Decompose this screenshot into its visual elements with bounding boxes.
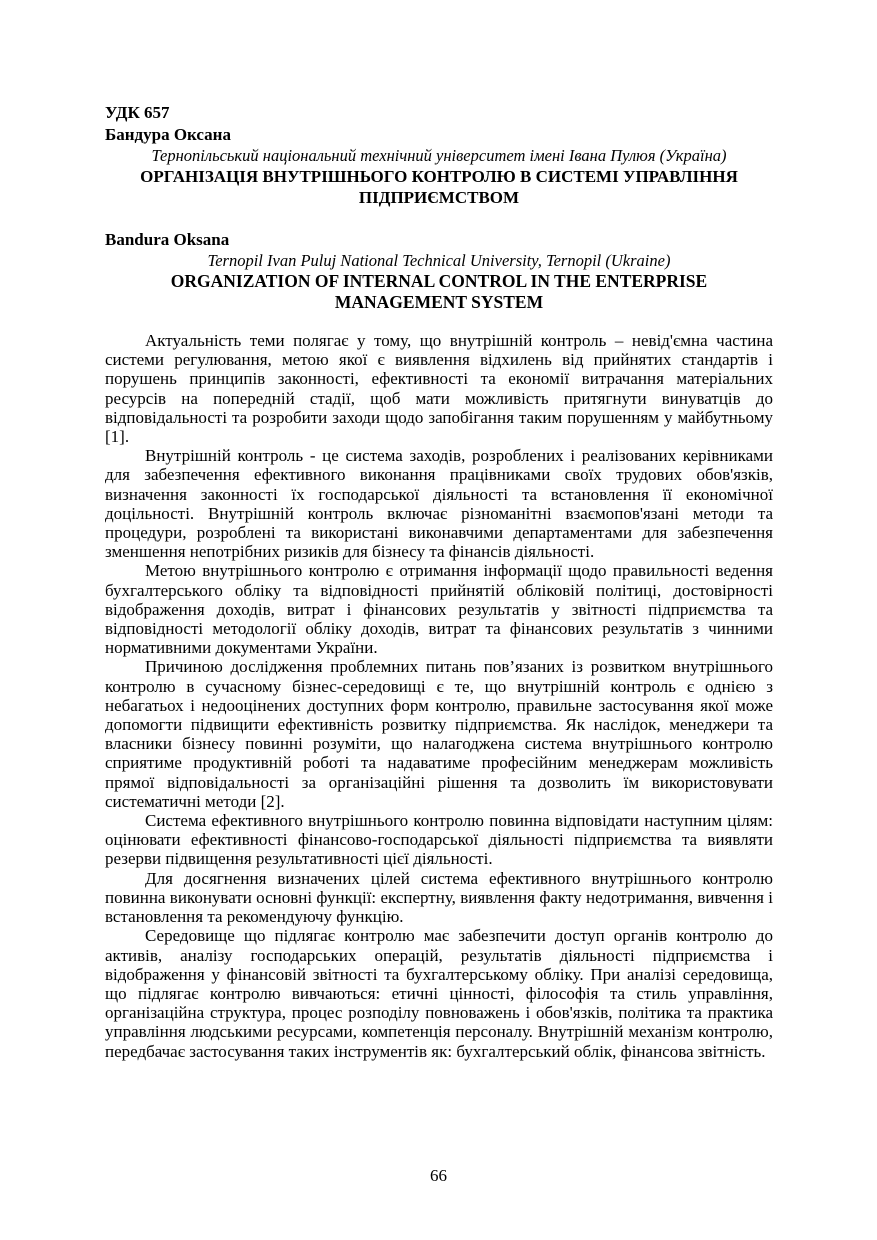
spacer [105,208,773,229]
title-en-line1: ORGANIZATION OF INTERNAL CONTROL IN THE ENTERPRISE [170,271,708,291]
paragraph-definition: Внутрішній контроль - це система заходів, розроблених і реалізованих керівниками для забезпечення ефективного виконання працівниками своїх трудових обов'язків, визначення законності їх господарської діяльності та встановлення її економічної доцільності. Внутрішній контроль включає різноманітні взаємопов'язані методи та процедури, розроблені та використані виконавчими департаментами для забезпечення зменшення непотрібних ризиків для бізнесу та фінансів діяльності. [105,446,773,562]
udc-code: УДК 657 [105,103,170,122]
spacer [105,313,773,331]
paragraph-goals: Система ефективного внутрішнього контролю повинна відповідати наступним цілям: оцінювати ефективності фінансово-господарської діяльності підприємства та виявляти резерви підвищення результативності цієї діяльності. [105,811,773,869]
paragraph-environment: Середовище що підлягає контролю має забезпечити доступ органів контролю до активів, аналізу господарських операцій, результатів діяльності підприємства і відображення у фінансовій звітності та бухгалтерському обліку. При аналізі середовища, що підлягає контролю вивчаються: етичні цінності, філософія та стиль управління, організаційна структура, процес розподілу повноважень і обов'язків, політика та практика управління людськими ресурсами, компетенція персоналу. Внутрішній механізм контролю, передбачає застосування таких інструментів як: бухгалтерський облік, фінансова звітність. [105,926,773,1061]
paragraph-purpose: Метою внутрішнього контролю є отримання інформації щодо правильності ведення бухгалтерського обліку та відповідності прийнятій обліковій політиці, достовірності відображення доходів, витрат і фінансових результатів у звітності підприємства та відповідності методології обліку доходів, витрат та фінансових результатів з чинними нормативними документами України. [105,561,773,658]
paragraph-reason: Причиною дослідження проблемних питань пов’язаних із розвитком внутрішнього контролю в сучасному бізнес-середовищі є те, що внутрішній контроль є однією з небагатьох і недооцінених доступних форм контролю, правильне застосування якої може допомогти підвищити ефективність розвитку підприємства. Як наслідок, менеджери та власники бізнесу повинні розуміти, що налагоджена система внутрішнього контролю сприятиме продуктивній роботі та надаватиме професійним менеджерам можливість прямої відповідальності за організаційні рішення та дозволить їм використовувати систематичні методи [2]. [105,657,773,811]
title-ua-line2: ПІДПРИЄМСТВОМ [358,188,520,207]
paragraph-relevance: Актуальність теми полягає у тому, що внутрішній контроль – невід'ємна частина системи регулювання, метою якої є виявлення відхилень від прийнятих стандартів і порушень принципів законності, ефективності та економії витрачання матеріальних ресурсів на попередній стадії, щоб мати можливість притягнути винуватців до відповідальності та розробити заходи щодо запобігання таким порушенням у майбутньому [1]. [105,331,773,447]
title-ua-line1: ОРГАНІЗАЦІЯ ВНУТРІШНЬОГО КОНТРОЛЮ В СИСТЕМІ УПРАВЛІННЯ [140,167,738,186]
affiliation-en: Ternopil Ivan Puluj National Technical University, Ternopil (Ukraine) [207,251,671,270]
title-en-line2: MANAGEMENT SYSTEM [334,292,544,312]
article [105,102,773,1061]
author-name-en: Bandura Oksana [105,230,230,249]
paragraph-functions: Для досягнення визначених цілей система ефективного внутрішнього контролю повинна виконувати основні функції: експертну, виявлення факту недотримання, вивчення і встановлення та рекомендуючу функцію. [105,868,773,927]
author-name-ua: Бандура Оксана [105,125,231,144]
affiliation-ua: Тернопільський національний технічний університет імені Івана Пулюя (Україна) [151,146,727,165]
page-number: 66 [430,1166,447,1185]
